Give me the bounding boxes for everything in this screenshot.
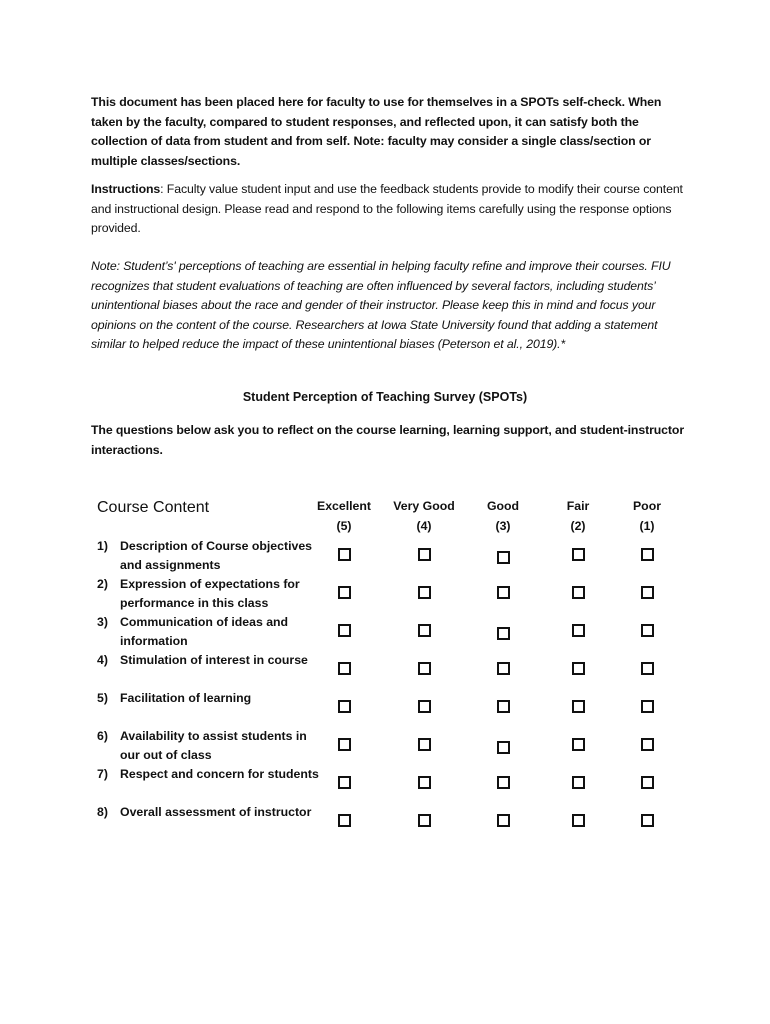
rating-checkbox[interactable] (572, 548, 585, 561)
rating-checkbox[interactable] (572, 624, 585, 637)
instructions-text: : Faculty value student input and use the feedback students provide to modify their course content and instructional design. Please read and respond to the following items carefully using the response options provided. (91, 182, 683, 235)
rating-checkbox[interactable] (418, 700, 431, 713)
column-label: Excellent (317, 499, 371, 513)
section-title: Course Content (97, 499, 210, 516)
item-text: Overall assessment of instructor (120, 805, 312, 819)
intro-paragraph: This document has been placed here for faculty to use for themselves in a SPOTs self-check. When taken by the faculty, compared to student responses, and reflected upon, it can satisfy both the collection of data from student and from self. Note: faculty may consider a single class/section or multiple classes/sections. (91, 95, 662, 168)
column-value: (3) (495, 518, 511, 533)
item-number: 4) (97, 653, 108, 667)
rating-checkbox[interactable] (338, 776, 351, 789)
rating-checkbox[interactable] (418, 548, 431, 561)
column-value: (5) (336, 518, 352, 533)
rating-checkbox[interactable] (338, 662, 351, 675)
rating-checkbox[interactable] (497, 586, 510, 599)
rating-checkbox[interactable] (641, 700, 654, 713)
column-label: Very Good (393, 499, 455, 513)
rating-checkbox[interactable] (338, 738, 351, 751)
survey-subtitle: The questions below ask you to reflect on the course learning, learning support, and student-instructor interactions. (91, 423, 685, 457)
item-text: Facilitation of learning (120, 691, 252, 705)
column-value: (2) (570, 518, 586, 533)
rating-checkbox[interactable] (641, 624, 654, 637)
column-header (463, 497, 543, 536)
item-number: 7) (97, 767, 108, 781)
item-text: Communication of ideas and information (120, 615, 289, 648)
rating-checkbox[interactable] (572, 700, 585, 713)
column-header (538, 497, 618, 536)
rating-checkbox[interactable] (572, 662, 585, 675)
rating-checkbox[interactable] (641, 548, 654, 561)
item-text: Description of Course objectives and assignments (120, 539, 313, 572)
column-value: (1) (639, 518, 655, 533)
item-text: Stimulation of interest in course (120, 653, 308, 667)
rating-checkbox[interactable] (418, 624, 431, 637)
column-label: Poor (632, 499, 661, 513)
survey-title: Student Perception of Teaching Survey (SPOTs) (242, 390, 528, 404)
instructions-paragraph (91, 180, 691, 239)
rating-checkbox[interactable] (641, 738, 654, 751)
item-number: 5) (97, 691, 108, 705)
column-label: Fair (566, 499, 590, 513)
rating-checkbox[interactable] (418, 738, 431, 751)
rating-checkbox[interactable] (418, 586, 431, 599)
item-number: 2) (97, 577, 108, 591)
column-value: (4) (416, 518, 432, 533)
rating-checkbox[interactable] (572, 586, 585, 599)
rating-checkbox[interactable] (338, 814, 351, 827)
instructions-label: Instructions (91, 182, 161, 196)
column-header (607, 497, 687, 536)
rating-checkbox[interactable] (641, 586, 654, 599)
rating-checkbox[interactable] (418, 662, 431, 675)
rating-checkbox[interactable] (497, 776, 510, 789)
note-paragraph: Note: Student’s' perceptions of teaching are essential in helping faculty refine and improve their courses. FIU recognizes that student evaluations of teaching are often influenced by several factors, including students’ unintentional biases about the race and gender of their instructor. Please keep this in mind and focus your opinions on the content of the course. Researchers at Iowa State University found that adding a statement similar to helped reduce the impact of these unintentional biases (Peterson et al., 2019).* (91, 259, 671, 351)
rating-checkbox[interactable] (497, 741, 510, 754)
rating-checkbox[interactable] (338, 700, 351, 713)
item-text: Expression of expectations for performance in this class (120, 577, 300, 610)
column-header (304, 497, 384, 536)
rating-checkbox[interactable] (497, 700, 510, 713)
rating-checkbox[interactable] (641, 814, 654, 827)
rating-checkbox[interactable] (338, 548, 351, 561)
rating-checkbox[interactable] (497, 814, 510, 827)
rating-checkbox[interactable] (497, 627, 510, 640)
item-number: 8) (97, 805, 108, 819)
rating-checkbox[interactable] (572, 814, 585, 827)
rating-checkbox[interactable] (572, 738, 585, 751)
rating-checkbox[interactable] (338, 624, 351, 637)
rating-checkbox[interactable] (418, 814, 431, 827)
rating-checkbox[interactable] (641, 776, 654, 789)
rating-checkbox[interactable] (497, 662, 510, 675)
rating-checkbox[interactable] (497, 551, 510, 564)
rating-checkbox[interactable] (572, 776, 585, 789)
item-number: 3) (97, 615, 108, 629)
item-text: Availability to assist students in our out of class (120, 729, 307, 762)
item-text: Respect and concern for students (120, 767, 319, 781)
rating-checkbox[interactable] (418, 776, 431, 789)
item-number: 1) (97, 539, 108, 553)
column-header (384, 497, 464, 536)
column-label: Good (486, 499, 520, 513)
rating-checkbox[interactable] (338, 586, 351, 599)
item-number: 6) (97, 729, 108, 743)
rating-checkbox[interactable] (641, 662, 654, 675)
